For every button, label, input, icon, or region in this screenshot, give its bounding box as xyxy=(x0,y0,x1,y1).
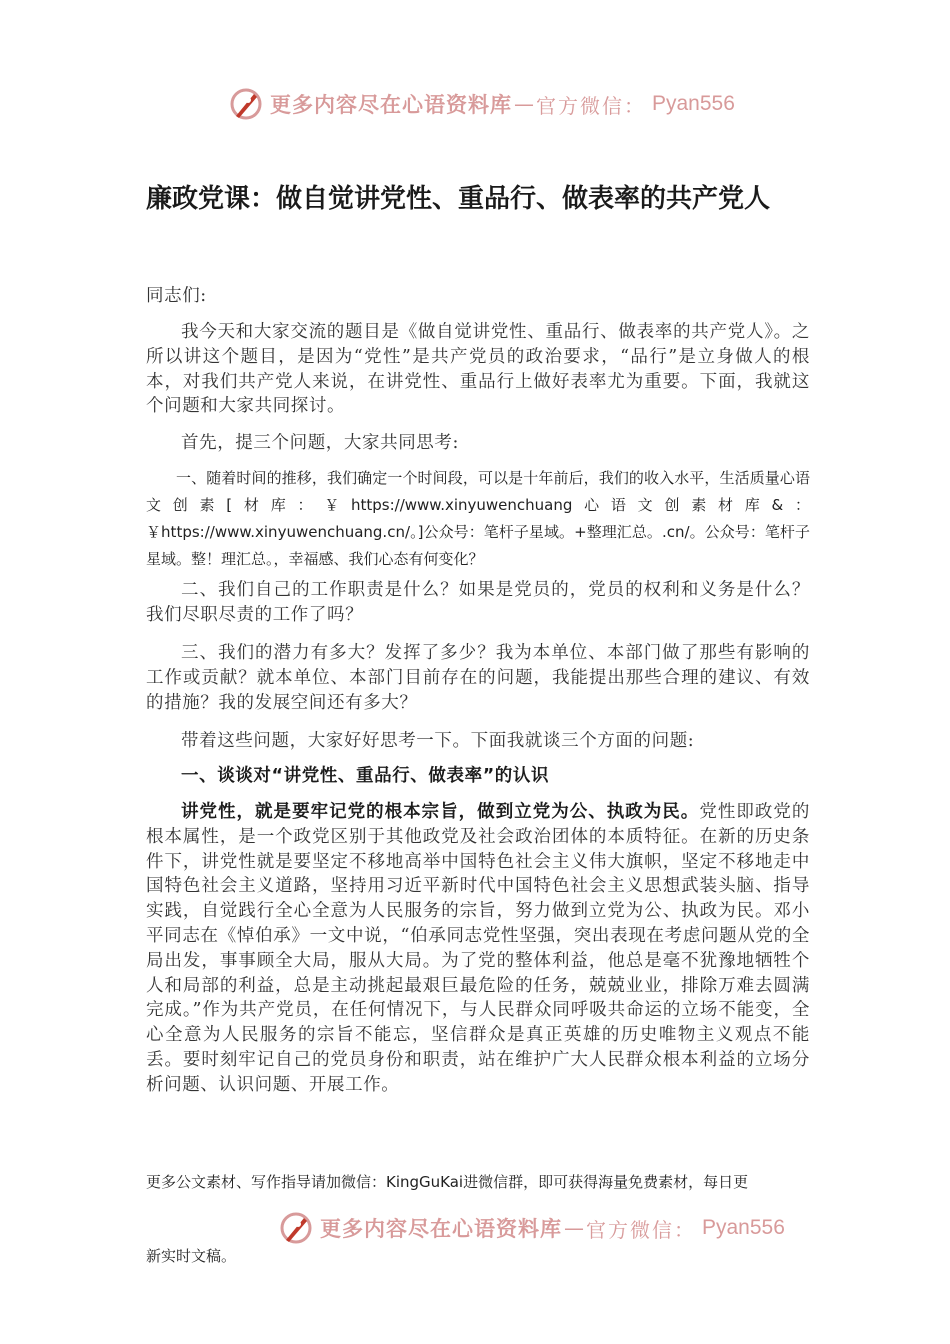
section-1-body: 党性即政党的根本属性，是一个政党区别于其他政党及社会政治团体的本质特征。在新的历史条件下，讲党性就是要坚定不移地高举中国特色社会主义伟大旗帜，坚定不移地走中国特色社会主义道路，坚持用习近平新时代中国特色社会主义思想武装头脑、指导实践，自觉践行全心全意为人民服务的宗旨，努力做到立党为公、执政为民。邓小平同志在《悼伯承》一文中说，“伯承同志党性坚强，突出表现在考虑问题从党的全局出发，事事顾全大局，服从大局。为了党的整体利益，他总是毫不犹豫地牺牲个人和局部的利益，总是主动挑起最艰巨最危险的任务，兢兢业业，排除万难去圆满完成。”作为共产党员，在任何情况下，与人民群众同呼吸共命运的立场不能变，全心全意为人民服务的宗旨不能忘，坚信群众是真正英雄的历史唯物主义观点不能丢。要时刻牢记自己的党员身份和职责，站在维护广大人民群众根本利益的立场分析问题、认识问题、开展工作。 xyxy=(146,802,810,1095)
footer-line-2: 新实时文稿。 xyxy=(146,1247,237,1265)
question-3: 三、我们的潜力有多大？发挥了多少？我为本单位、本部门做了那些有影响的工作或贡献？就本单位、本部门目前存在的问题，我能提出那些合理的建议、有效的措施？我的发展空间还有多大？ xyxy=(146,643,810,713)
banner-text: 更多内容尽在心语资料库 xyxy=(320,1216,562,1241)
banner-wechat-label: 官方微信： xyxy=(586,1217,696,1242)
banner-dash: — xyxy=(564,1216,584,1240)
banner-dash: — xyxy=(514,92,534,116)
header-banner xyxy=(228,84,735,124)
page-title: 廉政党课：做自觉讲党性、重品行、做表率的共产党人 xyxy=(146,184,771,214)
question-2: 二、我们自己的工作职责是什么？如果是党员的，党员的权利和义务是什么？我们尽职尽责的工作了吗？ xyxy=(146,580,810,625)
banner-text: 更多内容尽在心语资料库 xyxy=(270,92,512,117)
footer-line-1: 更多公文素材、写作指导请加微信：KingGuKai进微信群，即可获得海量免费素材，每日更 xyxy=(146,1173,749,1191)
banner-wechat-id: Pyan556 xyxy=(702,1216,785,1239)
section-1-heading: 一、谈谈对“讲党性、重品行、做表率”的认识 xyxy=(181,766,550,786)
section-1-paragraph xyxy=(146,800,810,1098)
pen-logo-icon xyxy=(278,1210,314,1246)
banner-wechat-label: 官方微信： xyxy=(536,93,646,118)
footer-banner xyxy=(278,1208,785,1248)
pen-logo-icon xyxy=(228,86,264,122)
banner-wechat-id: Pyan556 xyxy=(652,92,735,115)
salutation: 同志们: xyxy=(146,286,207,306)
section-1-lead: 讲党性，就是要牢记党的根本宗旨，做到立党为公、执政为民。 xyxy=(181,802,700,822)
questions-lead: 首先，提三个问题，大家共同思考: xyxy=(181,433,459,453)
question-1: 一、随着时间的推移，我们确定一个时间段，可以是十年前后，我们的收入水平，生活质量心语文创素[材库：￥https://www.xinyuwenchuang心语文创素材库&：￥https://www.xinyuwenchuang.cn/。]公众号：笔杆子星域。+整理汇总。.cn/。公众号：笔杆子星域。整！理汇总。，幸福感、我们心态有何变化？ xyxy=(146,469,810,568)
transition-paragraph: 带着这些问题，大家好好思考一下。下面我就谈三个方面的问题: xyxy=(181,731,695,751)
intro-paragraph: 我今天和大家交流的题目是《做自觉讲党性、重品行、做表率的共产党人》。之所以讲这个题目，是因为“党性”是共产党员的政治要求，“品行”是立身做人的根本，对我们共产党人来说，在讲党性、重品行上做好表率尤为重要。下面，我就这个问题和大家共同探讨。 xyxy=(146,322,810,417)
